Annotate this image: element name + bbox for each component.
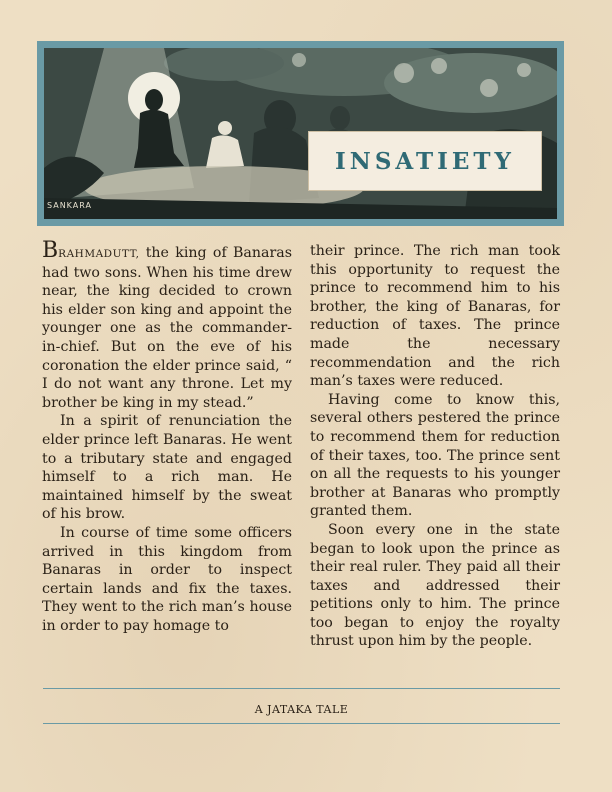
paragraph: Having come to know this, several others pestered the prince to recommend them for reduction of their taxes, too. The prince sent on all the requests to his younger brother at Banaras who promptly granted them. [310, 391, 560, 520]
footer-rule-bottom [43, 723, 560, 724]
paragraph: In a spirit of renunciation the elder prince left Banaras. He went to a tributary state and engaged himself to a rich man. He maintained himself by the sweat of his brow. [42, 413, 292, 523]
paragraph: In course of time some officers arrived in this kingdom from Banaras in order to inspect certain lands and fix the taxes. They went to the rich man’s house in order to pay homage to [42, 524, 292, 634]
footer-rule-top [43, 688, 560, 689]
page-title: INSATIETY [335, 147, 515, 175]
footer-label: A JATAKA TALE [254, 703, 349, 716]
paragraph-text: the king of Banaras had two sons. When his time drew near, the king decided to crown his elder son king and appoint the younger one as the commander-in-chief. But on the eve of his coronation the elder prince said, “ I do not want any throne. Let my brother be king in my stead.” [42, 245, 292, 411]
title-plate [308, 131, 542, 191]
artist-signature: SANKARA [47, 201, 92, 210]
paragraph: their prince. The rich man took this opportunity to request the prince to recommend him to his brother, the king of Banaras, for reduction of taxes. The prince made the necessary recommendation and the rich man’s taxes were reduced. [310, 243, 560, 390]
drop-cap: B [42, 238, 59, 263]
text-column-left [42, 238, 292, 635]
paragraph [42, 238, 292, 412]
paragraph: Soon every one in the state began to look upon the prince as their real ruler. They paid all their taxes and addressed their petitions only to him. The prince too began to enjoy the royalty thrust upon him by the people. [310, 521, 560, 650]
first-word: RAHMADUTT, [58, 248, 140, 260]
text-column-right [310, 242, 560, 651]
